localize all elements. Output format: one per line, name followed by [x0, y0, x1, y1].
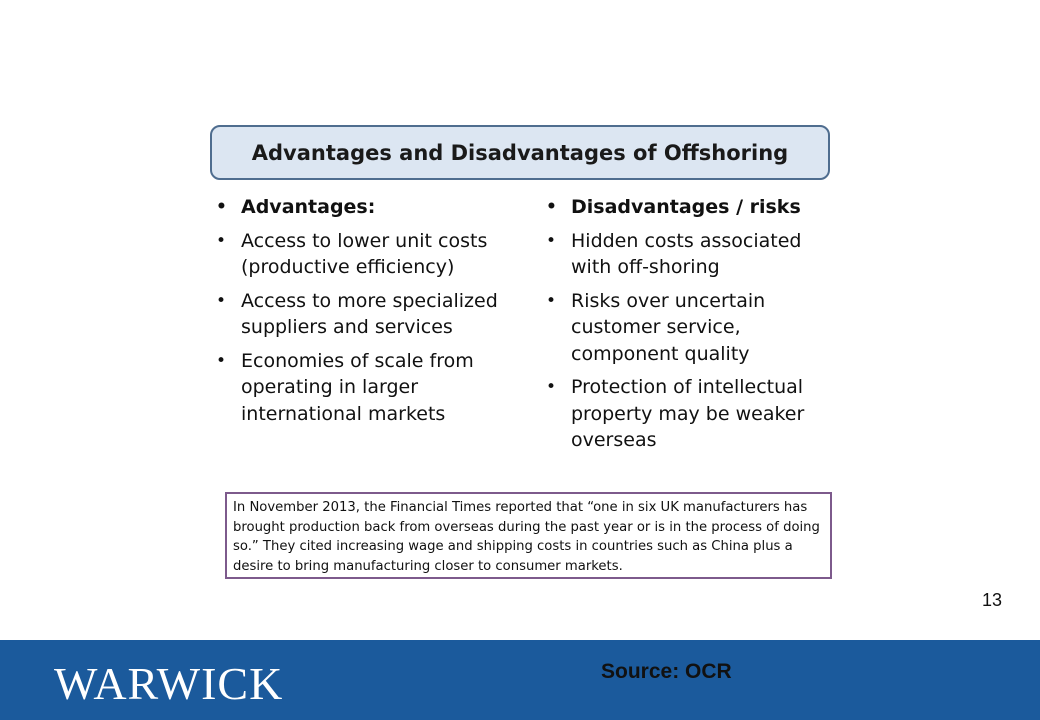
- advantages-heading: • Advantages:: [216, 194, 501, 221]
- advantage-item: • Economies of scale from operating in larger international markets: [216, 348, 501, 428]
- disadvantages-heading: • Disadvantages / risks: [546, 194, 831, 221]
- advantage-item: • Access to more specialized suppliers and services: [216, 288, 501, 341]
- advantages-list: [216, 194, 501, 434]
- page-number: 13: [981, 590, 1002, 610]
- disadvantage-item: • Protection of intellectual property may be weaker overseas: [546, 374, 831, 454]
- source-label: Source: OCR: [601, 660, 732, 683]
- disadvantages-list: [546, 194, 831, 461]
- advantage-item: • Access to lower unit costs (productive efficiency): [216, 228, 501, 281]
- slide-title: Advantages and Disadvantages of Offshoring: [210, 125, 830, 180]
- disadvantage-item: • Risks over uncertain customer service, component quality: [546, 288, 831, 368]
- disadvantage-item: • Hidden costs associated with off-shoring: [546, 228, 831, 281]
- warwick-logo: WARWICK: [54, 658, 284, 709]
- ft-quote-box: In November 2013, the Financial Times reported that “one in six UK manufacturers has brought production back from overseas during the past year or is in the process of doing so.” They cited increasing wage and shipping costs in countries such as China plus a desire to bring manufacturing closer to consumer markets.: [225, 492, 832, 579]
